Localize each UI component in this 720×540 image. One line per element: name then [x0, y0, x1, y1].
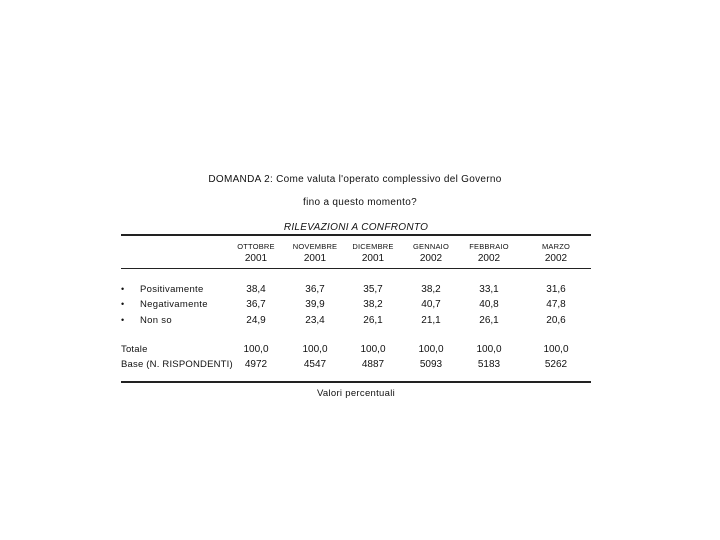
totals-cell: 100,0: [418, 344, 444, 355]
table-cell: 26,1: [479, 315, 499, 326]
column-month: DICEMBRE: [352, 242, 394, 251]
table-cell: 39,9: [305, 299, 325, 310]
totals-cell: 100,0: [543, 344, 569, 355]
question-title-line1: DOMANDA 2: Come valuta l'operato complessivo del Governo: [208, 174, 502, 185]
totals-cell: 100,0: [360, 344, 386, 355]
table-cell: 33,1: [479, 284, 499, 295]
base-cell: 4547: [303, 359, 327, 370]
table-cell: 40,8: [479, 299, 499, 310]
column-month: OTTOBRE: [237, 242, 275, 251]
question-title-line2: fino a questo momento?: [303, 197, 417, 208]
table-cell: 47,8: [546, 299, 566, 310]
table-cell: 38,2: [363, 299, 383, 310]
table-cell: 24,9: [246, 315, 266, 326]
column-year: 2002: [544, 253, 568, 264]
column-year: 2002: [419, 253, 443, 264]
table-cell: 31,6: [546, 284, 566, 295]
base-label: Base (N. RISPONDENTI): [121, 359, 233, 370]
table-cell: 35,7: [363, 284, 383, 295]
row-bullet: •: [121, 299, 125, 309]
column-month: MARZO: [541, 242, 571, 251]
column-year: 2001: [303, 253, 327, 264]
table-cell: 36,7: [305, 284, 325, 295]
column-year: 2002: [477, 253, 501, 264]
table-cell: 20,6: [546, 315, 566, 326]
table-cell: 38,2: [421, 284, 441, 295]
table-top-rule: [121, 234, 591, 236]
row-bullet: •: [121, 284, 125, 294]
row-label: Positivamente: [140, 284, 204, 295]
base-cell: 5093: [419, 359, 443, 370]
table-subtitle: RILEVAZIONI A CONFRONTO: [283, 222, 429, 233]
row-bullet: •: [121, 315, 125, 325]
column-month: GENNAIO: [413, 242, 449, 251]
column-month: NOVEMBRE: [292, 242, 338, 251]
table-header-rule: [121, 268, 591, 269]
table-cell: 36,7: [246, 299, 266, 310]
row-label: Negativamente: [140, 299, 208, 310]
table-note: Valori percentuali: [316, 388, 396, 399]
table-bottom-rule: [121, 381, 591, 383]
base-cell: 4887: [361, 359, 385, 370]
table-cell: 21,1: [421, 315, 441, 326]
table-cell: 26,1: [363, 315, 383, 326]
column-year: 2001: [244, 253, 268, 264]
table-cell: 40,7: [421, 299, 441, 310]
base-cell: 4972: [244, 359, 268, 370]
column-year: 2001: [361, 253, 385, 264]
table-cell: 38,4: [246, 284, 266, 295]
totals-cell: 100,0: [302, 344, 328, 355]
column-month: FEBBRAIO: [469, 242, 509, 251]
totals-label: Totale: [121, 344, 148, 355]
base-cell: 5262: [544, 359, 568, 370]
row-label: Non so: [140, 315, 172, 326]
totals-cell: 100,0: [476, 344, 502, 355]
base-cell: 5183: [477, 359, 501, 370]
table-cell: 23,4: [305, 315, 325, 326]
totals-cell: 100,0: [243, 344, 269, 355]
